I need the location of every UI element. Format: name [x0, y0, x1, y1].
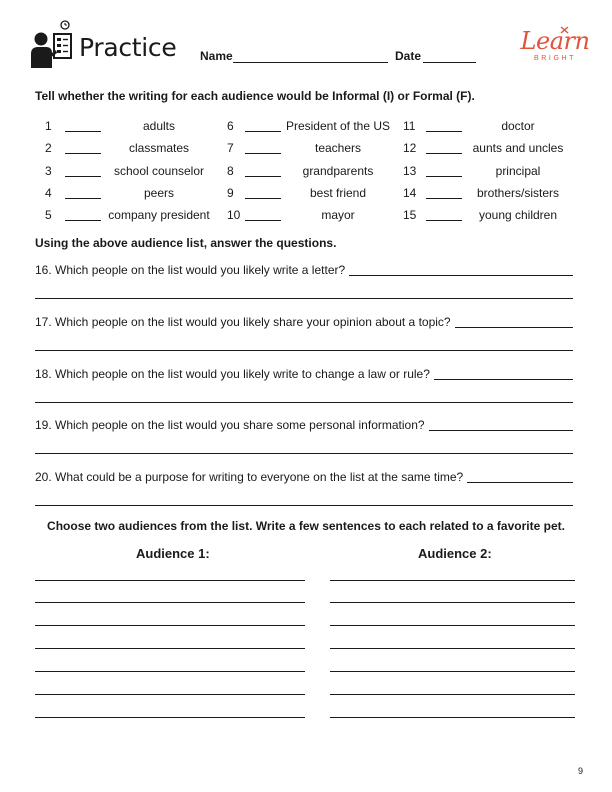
page-title: Practice [79, 33, 177, 62]
audience-number: 4 [45, 186, 52, 200]
answer-line[interactable] [35, 505, 573, 506]
date-label: Date [395, 49, 422, 63]
audience-number: 7 [227, 141, 234, 155]
audience-number: 8 [227, 164, 234, 178]
question-text: 16. Which people on the list would you likely write a letter? [35, 263, 346, 277]
instructions-audience-writing: Choose two audiences from the list. Write a few sentences to each related to a favorite pet. [47, 519, 565, 533]
answer-line[interactable] [35, 402, 573, 403]
audience-2-writing-line[interactable] [330, 671, 575, 672]
answer-blank[interactable] [426, 176, 462, 177]
audience-item [0, 140, 612, 156]
question-text: 18. Which people on the list would you likely write to change a law or rule? [35, 367, 430, 381]
audience-1-writing-line[interactable] [35, 648, 305, 649]
audience-label: best friend [309, 186, 367, 200]
answer-blank[interactable] [426, 131, 462, 132]
audience-item [0, 163, 612, 179]
answer-line-inline[interactable] [467, 482, 573, 483]
answer-line-inline[interactable] [455, 327, 573, 328]
audience-label: doctor [501, 119, 535, 133]
instructions-formal-informal: Tell whether the writing for each audience would be Informal (I) or Formal (F). [35, 89, 475, 103]
audience-number: 3 [45, 164, 52, 178]
audience-number: 14 [403, 186, 417, 200]
audience-label: company president [108, 208, 210, 222]
audience-number: 5 [45, 208, 52, 222]
learn-bright-logo [520, 26, 590, 66]
answer-line-inline[interactable] [429, 430, 573, 431]
audience-number: 9 [227, 186, 234, 200]
audience-2-heading: Audience 2: [418, 546, 492, 561]
audience-1-heading: Audience 1: [136, 546, 210, 561]
answer-line-inline[interactable] [349, 275, 573, 276]
audience-number: 1 [45, 119, 52, 133]
audience-label: young children [478, 208, 558, 222]
audience-number: 2 [45, 141, 52, 155]
audience-label: school counselor [113, 164, 205, 178]
instructions-questions: Using the above audience list, answer the questions. [35, 236, 337, 250]
audience-2-writing-line[interactable] [330, 602, 575, 603]
audience-label: principal [495, 164, 541, 178]
audience-number: 13 [403, 164, 417, 178]
question-text: 17. Which people on the list would you likely share your opinion about a topic? [35, 315, 451, 329]
audience-1-writing-line[interactable] [35, 602, 305, 603]
answer-blank[interactable] [426, 198, 462, 199]
audience-label: grandparents [302, 164, 374, 178]
audience-item [0, 118, 612, 134]
answer-blank[interactable] [426, 220, 462, 221]
audience-1-writing-line[interactable] [35, 580, 305, 581]
audience-number: 10 [227, 208, 241, 222]
audience-number: 15 [403, 208, 417, 222]
audience-1-writing-line[interactable] [35, 671, 305, 672]
logo-subtext: BRIGHT [533, 55, 577, 62]
name-field[interactable] [233, 62, 388, 63]
question-text: 19. Which people on the list would you share some personal information? [35, 418, 425, 432]
audience-label: classmates [128, 141, 190, 155]
audience-number: 6 [227, 119, 234, 133]
audience-1-writing-line[interactable] [35, 625, 305, 626]
name-label: Name [200, 49, 233, 63]
audience-1-writing-line[interactable] [35, 717, 305, 718]
audience-label: peers [143, 186, 175, 200]
audience-item [0, 185, 612, 201]
page-number: 9 [578, 766, 584, 776]
audience-label: brothers/sisters [476, 186, 560, 200]
audience-1-writing-line[interactable] [35, 694, 305, 695]
audience-number: 11 [403, 119, 416, 133]
audience-label: mayor [321, 208, 355, 222]
audience-number: 12 [403, 141, 417, 155]
audience-2-writing-line[interactable] [330, 694, 575, 695]
audience-2-writing-line[interactable] [330, 648, 575, 649]
student-worksheet-icon [30, 20, 74, 70]
answer-blank[interactable] [426, 153, 462, 154]
audience-2-writing-line[interactable] [330, 625, 575, 626]
answer-line[interactable] [35, 453, 573, 454]
answer-line[interactable] [35, 350, 573, 351]
audience-label: President of the US [285, 119, 391, 133]
audience-2-writing-line[interactable] [330, 717, 575, 718]
logo-word: Learn [520, 27, 590, 55]
audience-item [0, 207, 612, 223]
audience-label: aunts and uncles [472, 141, 564, 155]
question-text: 20. What could be a purpose for writing to everyone on the list at the same time? [35, 470, 464, 484]
answer-line[interactable] [35, 298, 573, 299]
audience-2-writing-line[interactable] [330, 580, 575, 581]
audience-label: teachers [314, 141, 362, 155]
date-field[interactable] [423, 62, 476, 63]
answer-line-inline[interactable] [434, 379, 573, 380]
audience-label: adults [142, 119, 176, 133]
